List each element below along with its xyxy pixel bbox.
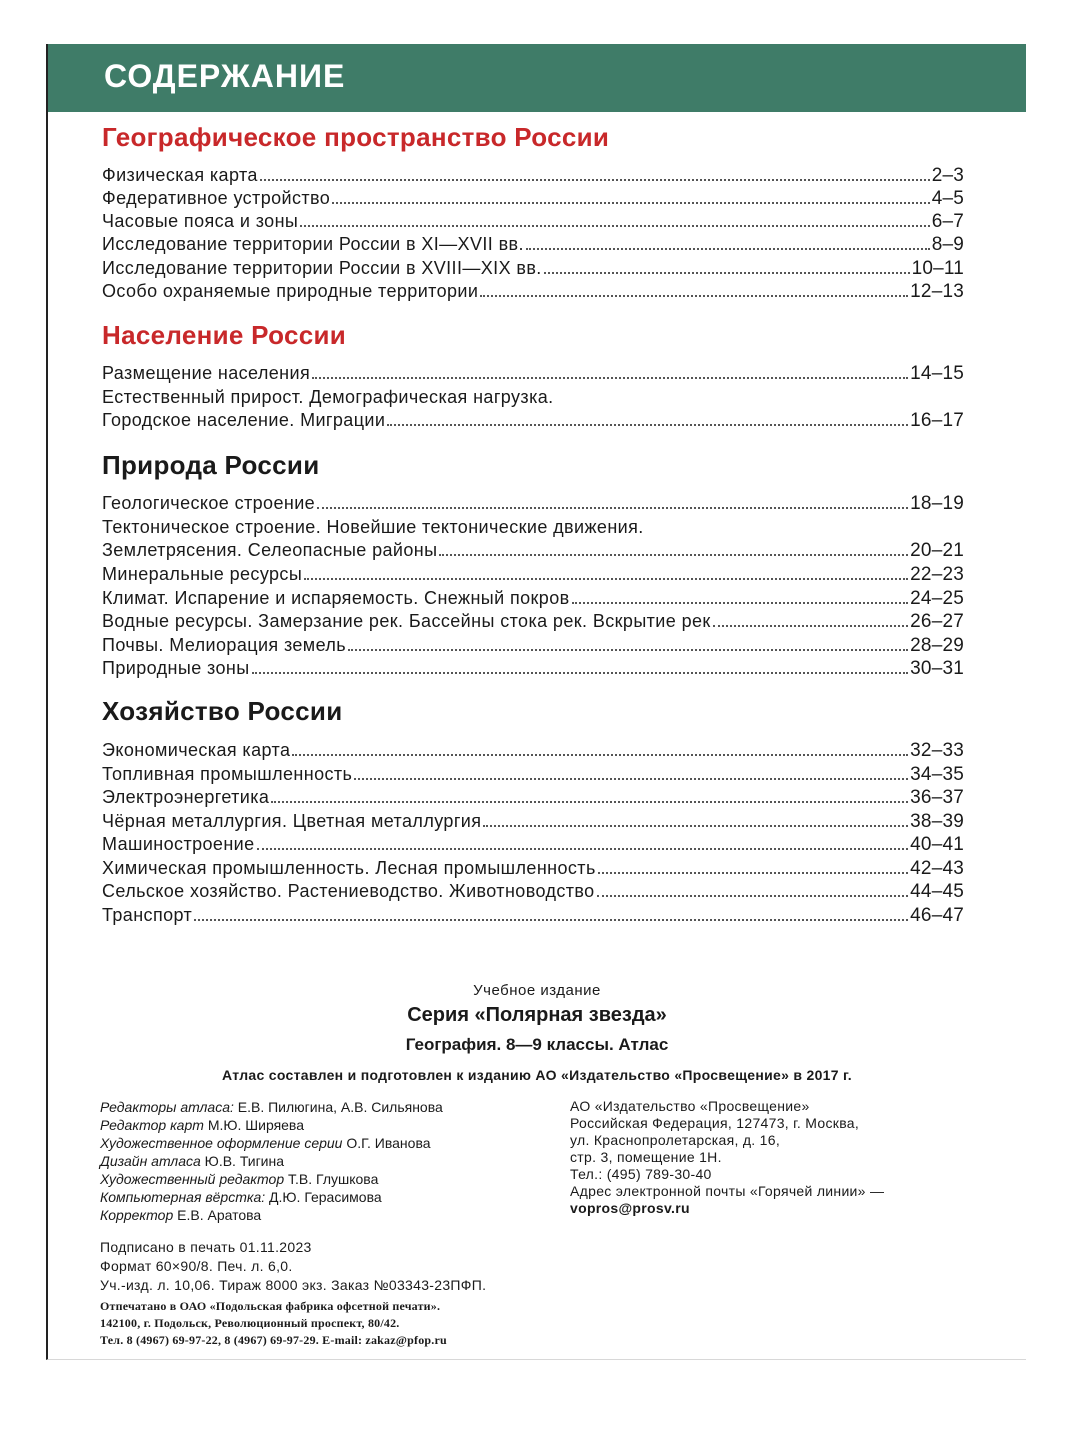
toc-entry-pages: 4–5 — [931, 188, 964, 209]
toc-entry[interactable] — [102, 409, 964, 432]
publisher-email-link[interactable]: vopros@prosv.ru — [570, 1200, 690, 1216]
toc-entry[interactable] — [102, 587, 964, 610]
toc-entry[interactable] — [102, 657, 964, 680]
credit-role: Художественное оформление серии — [100, 1135, 343, 1151]
toc-entry-label: Размещение населения — [102, 363, 311, 383]
toc-entry[interactable] — [102, 880, 964, 903]
toc-entry-pages: 24–25 — [910, 588, 964, 609]
contents-header-bar — [48, 44, 1026, 112]
dot-leader — [439, 554, 908, 556]
toc-entry-pages: 14–15 — [910, 363, 964, 384]
credit-role: Редактор карт — [100, 1117, 204, 1133]
toc-entry-pages: 36–37 — [910, 787, 964, 808]
print-line: Формат 60×90/8. Печ. л. 6,0. — [100, 1258, 293, 1274]
toc-entry[interactable] — [102, 516, 964, 539]
publisher-line: АО «Издательство «Просвещение» — [570, 1098, 810, 1114]
toc-entry[interactable] — [102, 857, 964, 880]
dot-leader — [597, 895, 909, 897]
dot-leader — [387, 424, 908, 426]
toc-entry-pages: 18–19 — [910, 493, 964, 514]
toc-entry-label: Тектоническое строение. Новейшие тектонические движения. — [102, 517, 644, 537]
toc-entry-label: Минеральные ресурсы — [102, 564, 303, 584]
toc-entry-label: Геологическое строение — [102, 493, 316, 513]
toc-entry-label: Электроэнергетика — [102, 787, 270, 807]
credit-line — [100, 1206, 560, 1224]
section-title-geographic-space: Географическое пространство России — [102, 122, 610, 152]
toc-entry-pages: 2–3 — [931, 165, 964, 186]
credit-line — [100, 1152, 560, 1170]
dot-leader — [257, 848, 909, 850]
credit-role: Корректор — [100, 1207, 174, 1223]
book-title: География. 8—9 классы. Атлас — [405, 1035, 669, 1054]
toc-entry-label: Сельское хозяйство. Растениеводство. Животноводство — [102, 881, 595, 901]
section-title-population: Население России — [102, 320, 347, 350]
toc-entry[interactable] — [102, 763, 964, 786]
credit-line — [100, 1170, 560, 1188]
printer-line: Тел. 8 (4967) 69-97-22, 8 (4967) 69-97-29. E-mail: zakaz@pfop.ru — [100, 1333, 447, 1347]
dot-leader — [483, 825, 908, 827]
publisher-line: стр. 3, помещение 1Н. — [570, 1149, 722, 1165]
toc-entry-label: Водные ресурсы. Замерзание рек. Бассейны стока рек. Вскрытие рек — [102, 611, 711, 631]
series-title: Серия «Полярная звезда» — [407, 1004, 667, 1026]
toc-entry-pages: 6–7 — [931, 211, 964, 232]
credit-names: Е.В. Аратова — [177, 1207, 262, 1223]
toc-entry-pages: 12–13 — [910, 281, 964, 302]
toc-entry-label: Транспорт — [102, 905, 193, 925]
toc-entry-pages: 20–21 — [910, 540, 964, 561]
toc-entry-pages: 28–29 — [910, 635, 964, 656]
toc-entry-label: Машиностроение — [102, 834, 255, 854]
toc-entry[interactable] — [102, 280, 964, 303]
toc-entry-label: Химическая промышленность. Лесная промышленность — [102, 858, 596, 878]
dot-leader — [260, 179, 930, 181]
credit-line — [100, 1116, 560, 1134]
toc-entry-pages: 40–41 — [910, 834, 964, 855]
dot-leader — [526, 248, 930, 250]
prepared-note: Атлас составлен и подготовлен к изданию АО «Издательство «Просвещение» в 2017 г. — [222, 1067, 852, 1083]
toc-entry[interactable] — [102, 362, 964, 385]
credit-names: Ю.В. Тигина — [204, 1153, 285, 1169]
toc-entry-label: Климат. Испарение и испаряемость. Снежный покров — [102, 588, 570, 608]
contents-title: СОДЕРЖАНИЕ — [104, 58, 346, 94]
toc-entry[interactable] — [102, 164, 964, 187]
toc-entry-pages: 46–47 — [910, 905, 964, 926]
dot-leader — [300, 225, 929, 227]
toc-entry-label: Исследование территории России в XVIII—XIX вв. — [102, 258, 542, 278]
toc-entry-label: Особо охраняемые природные территории — [102, 281, 479, 301]
print-line: Уч.-изд. л. 10,06. Тираж 8000 экз. Заказ №03343-23ПФП. — [100, 1277, 487, 1293]
toc-entry[interactable] — [102, 386, 964, 409]
credit-names: Д.Ю. Герасимова — [269, 1189, 382, 1205]
toc-entry-label: Чёрная металлургия. Цветная металлургия — [102, 811, 482, 831]
toc-entry[interactable] — [102, 904, 964, 927]
toc-entry-pages: 22–23 — [910, 564, 964, 585]
credit-line — [100, 1188, 560, 1206]
toc-entry-label: Топливная промышленность — [102, 764, 353, 784]
publisher-address — [570, 1098, 990, 1217]
toc-entry-label: Естественный прирост. Демографическая нагрузка. — [102, 387, 554, 407]
credit-role: Дизайн атласа — [100, 1153, 201, 1169]
dot-leader — [332, 202, 929, 204]
toc-entry-label: Часовые пояса и зоны — [102, 211, 299, 231]
toc-entry-pages: 8–9 — [931, 234, 964, 255]
toc-entry-pages: 16–17 — [910, 410, 964, 431]
toc-entry[interactable] — [102, 233, 964, 256]
toc-entry-pages: 34–35 — [910, 764, 964, 785]
toc-entry-label: Природные зоны — [102, 658, 250, 678]
credit-role: Редакторы атласа: — [100, 1099, 234, 1115]
credit-role: Компьютерная вёрстка: — [100, 1189, 266, 1205]
toc-entry-label: Федеративное устройство — [102, 188, 331, 208]
credit-names: М.Ю. Ширяева — [207, 1117, 305, 1133]
credit-names: Т.В. Глушкова — [288, 1171, 379, 1187]
toc-entry-pages: 26–27 — [910, 611, 964, 632]
edition-type: Учебное издание — [473, 982, 601, 999]
toc-entry-pages: 38–39 — [910, 811, 964, 832]
publisher-line: ул. Краснопролетарская, д. 16, — [570, 1132, 781, 1148]
printer-line: Отпечатано в ОАО «Подольская фабрика офсетной печати». — [100, 1299, 441, 1313]
section-title-nature: Природа России — [102, 450, 320, 480]
dot-leader — [292, 754, 908, 756]
toc-entry-label: Почвы. Мелиорация земель — [102, 635, 347, 655]
dot-leader — [194, 919, 908, 921]
print-line: Подписано в печать 01.11.2023 — [100, 1239, 312, 1255]
print-details — [100, 1238, 700, 1295]
credit-line — [100, 1098, 560, 1116]
credit-names: О.Г. Иванова — [346, 1135, 431, 1151]
toc-entry-label: Физическая карта — [102, 165, 258, 185]
toc-entry-pages: 44–45 — [910, 881, 964, 902]
dot-leader — [348, 649, 908, 651]
toc-entry[interactable] — [102, 786, 964, 809]
publisher-line: Адрес электронной почты «Горячей линии» — — [570, 1183, 885, 1199]
dot-leader — [354, 778, 908, 780]
toc-entry[interactable] — [102, 563, 964, 586]
credit-names: Е.В. Пилюгина, А.В. Сильянова — [237, 1099, 443, 1115]
credits-list — [100, 1098, 560, 1224]
dot-leader — [480, 295, 908, 297]
dot-leader — [713, 625, 908, 627]
toc-entry[interactable] — [102, 610, 964, 633]
toc-entry-label: Городское население. Миграции — [102, 410, 386, 430]
toc-entry-pages: 10–11 — [911, 258, 964, 279]
atlas-contents-page — [46, 44, 1026, 1360]
toc-entry[interactable] — [102, 539, 964, 562]
toc-entry[interactable] — [102, 810, 964, 833]
toc-entry-pages: 30–31 — [910, 658, 964, 679]
dot-leader — [598, 872, 908, 874]
toc-entry[interactable] — [102, 257, 964, 280]
publisher-line: Российская Федерация, 127473, г. Москва, — [570, 1115, 860, 1131]
toc-entry[interactable] — [102, 210, 964, 233]
dot-leader — [544, 272, 910, 274]
dot-leader — [252, 672, 909, 674]
dot-leader — [271, 801, 908, 803]
toc-entry-pages: 32–33 — [910, 740, 964, 761]
toc-entry[interactable] — [102, 492, 964, 515]
toc-entry-label: Экономическая карта — [102, 740, 291, 760]
dot-leader — [572, 602, 909, 604]
printer-details — [100, 1298, 700, 1349]
toc-entry[interactable] — [102, 833, 964, 856]
printer-line: 142100, г. Подольск, Революционный проспект, 80/42. — [100, 1316, 400, 1330]
dot-leader — [317, 507, 908, 509]
toc-entry-label: Землетрясения. Селеопасные районы — [102, 540, 438, 560]
toc-entry[interactable] — [102, 634, 964, 657]
toc-entry-label: Исследование территории России в XI—XVII вв. — [102, 234, 524, 254]
dot-leader — [312, 377, 908, 379]
credit-line — [100, 1134, 560, 1152]
dot-leader — [304, 578, 908, 580]
toc-entry-pages: 42–43 — [910, 858, 964, 879]
toc-entry[interactable] — [102, 739, 964, 762]
publisher-line: Тел.: (495) 789-30-40 — [570, 1166, 712, 1182]
toc-entry[interactable] — [102, 187, 964, 210]
credit-role: Художественный редактор — [100, 1171, 285, 1187]
section-title-economy: Хозяйство России — [102, 696, 343, 726]
